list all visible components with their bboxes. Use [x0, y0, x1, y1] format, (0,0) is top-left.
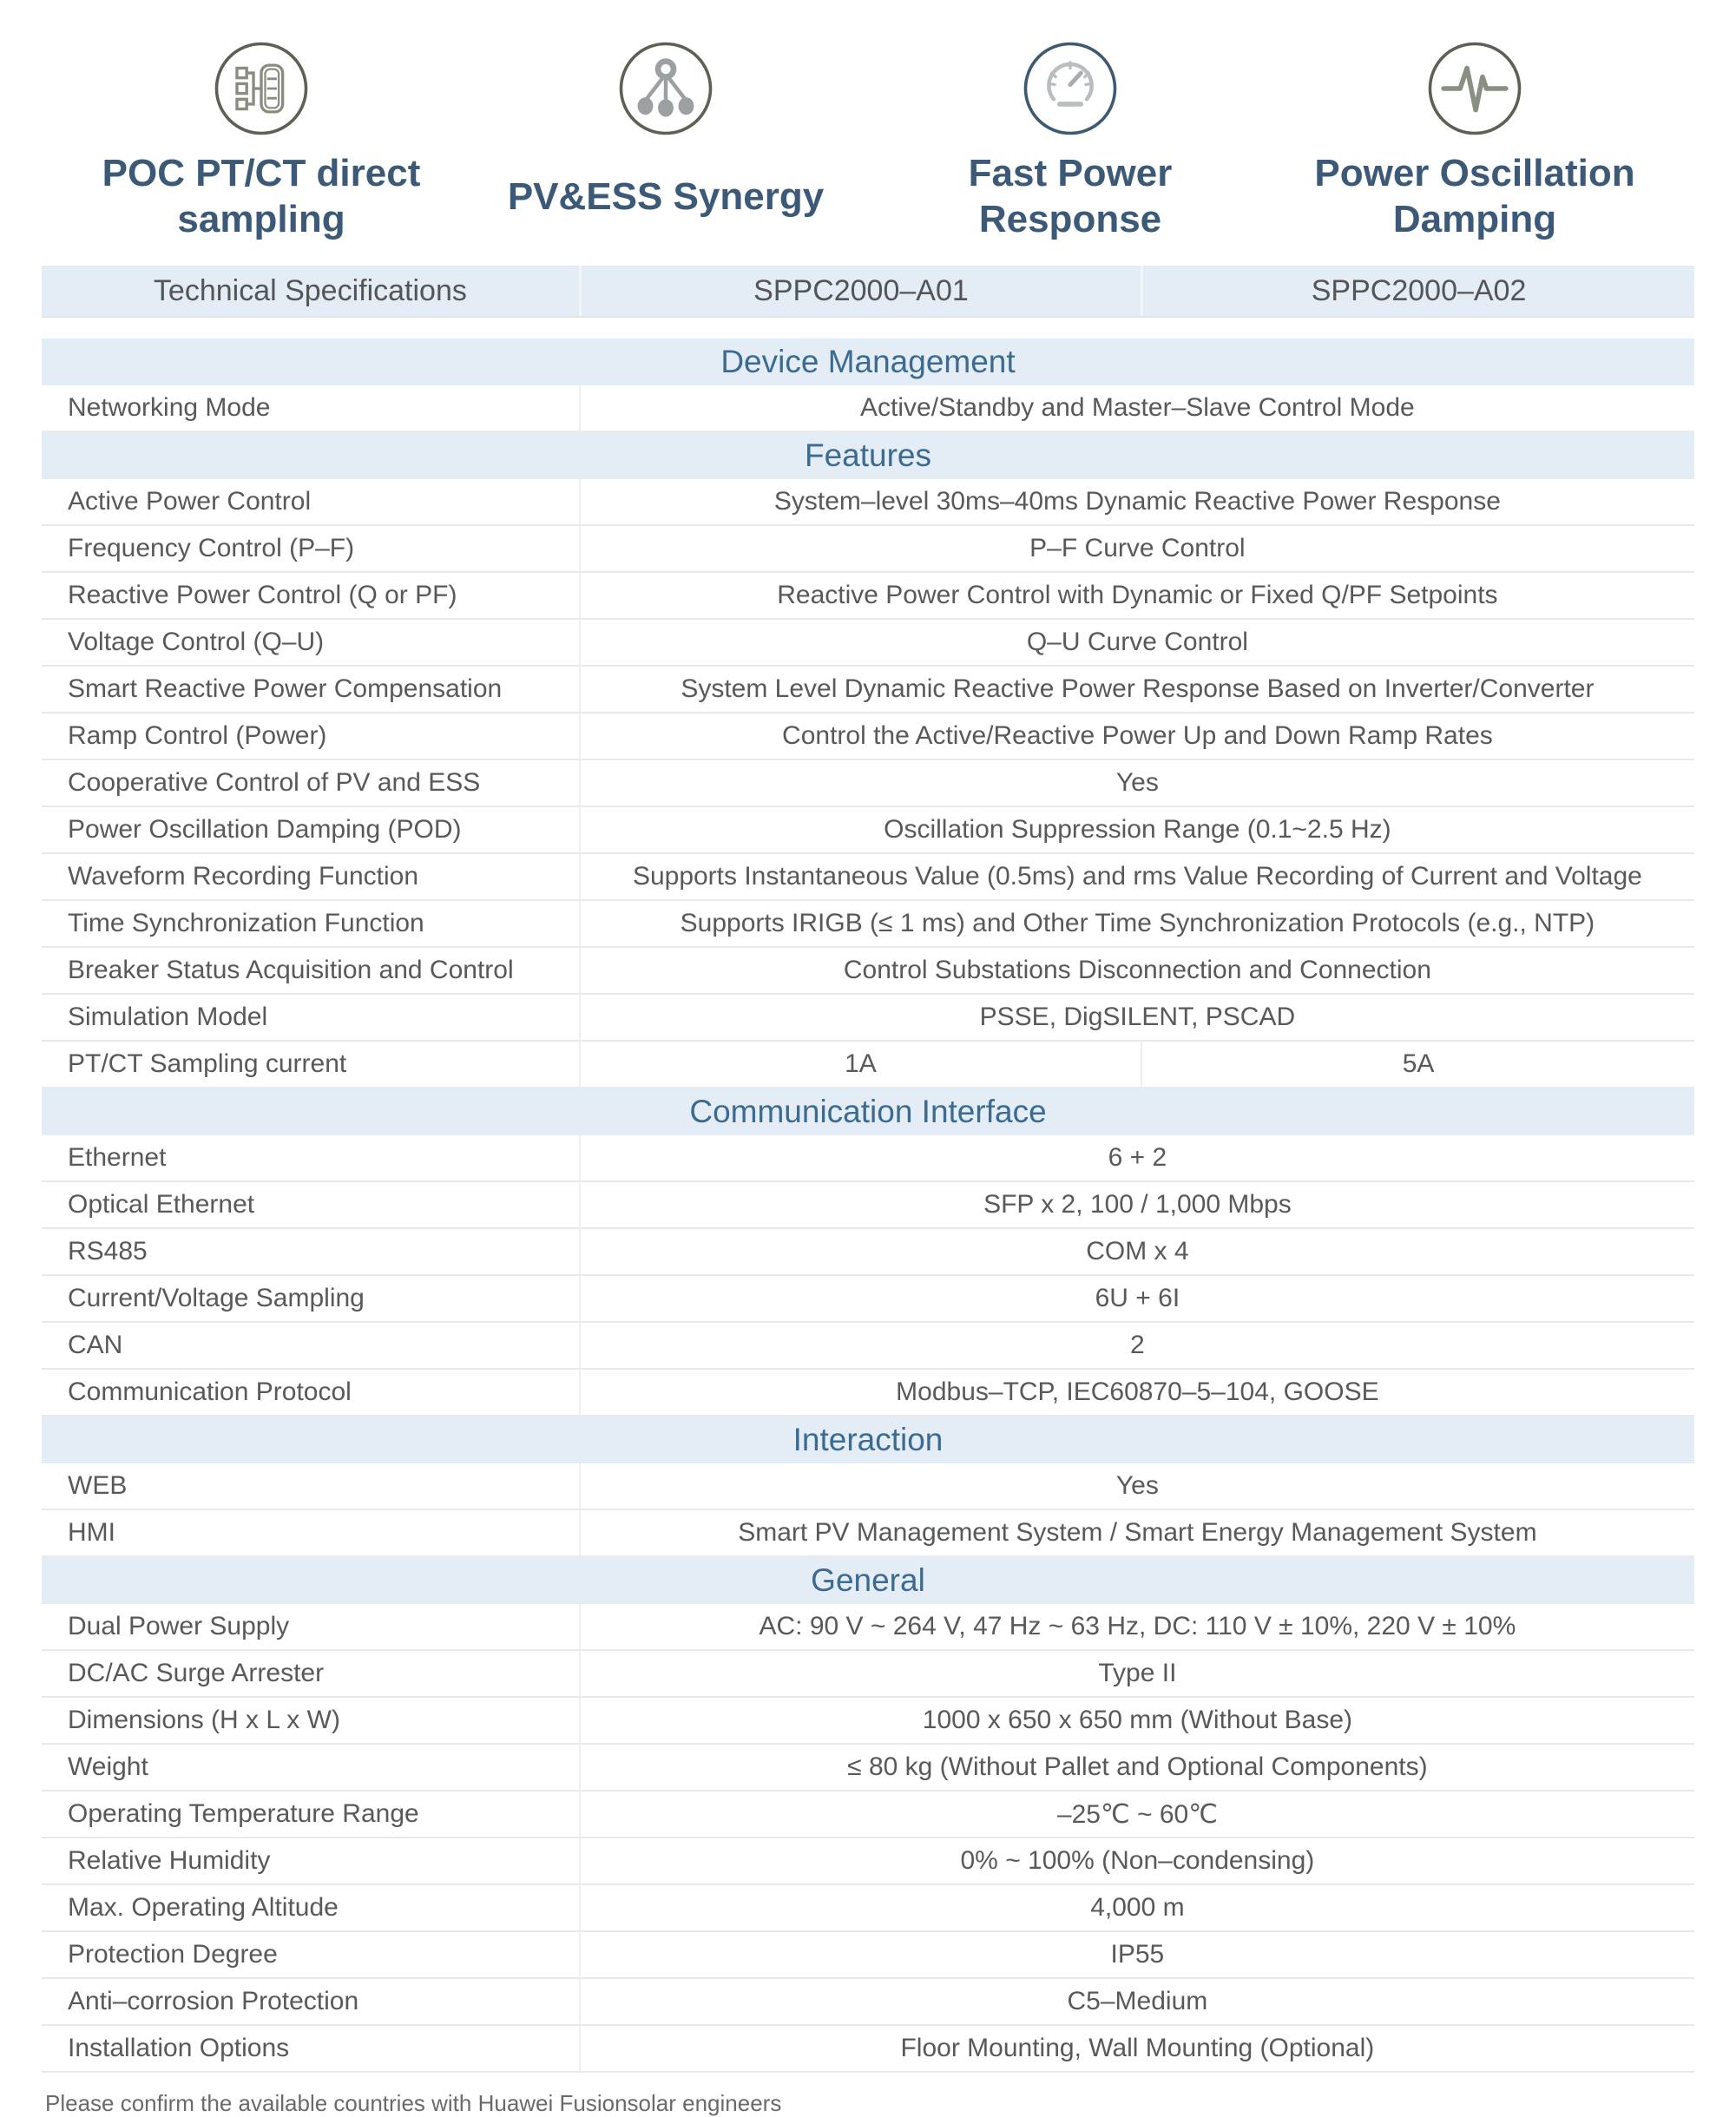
feature-poc-sampling — [59, 40, 464, 250]
spec-label: Ramp Control (Power) — [68, 721, 327, 750]
spec-value: C5–Medium — [579, 1979, 1694, 2024]
spec-label: Current/Voltage Sampling — [68, 1284, 365, 1312]
section-title: General — [811, 1562, 925, 1598]
spec-value: AC: 90 V ~ 264 V, 47 Hz ~ 63 Hz, DC: 110 V ± 10%, 220 V ± 10% — [579, 1604, 1694, 1649]
spec-label: Breaker Status Acquisition and Control — [68, 956, 514, 984]
feature-power-oscillation-damping — [1272, 40, 1677, 250]
waveform-icon — [1426, 40, 1523, 137]
table-row — [42, 901, 1694, 948]
section-header — [42, 1557, 1694, 1604]
spec-label: WEB — [68, 1471, 128, 1500]
section-header — [42, 432, 1694, 479]
spec-value: COM x 4 — [579, 1229, 1694, 1274]
table-row — [42, 1370, 1694, 1417]
spec-value-a02: 5A — [1141, 1042, 1694, 1087]
spec-value: Active/Standby and Master–Slave Control Mode — [579, 385, 1694, 431]
spec-value: Oscillation Suppression Range (0.1~2.5 Hz) — [579, 807, 1694, 852]
table-row — [42, 1135, 1694, 1182]
spec-label: Operating Temperature Range — [68, 1799, 419, 1828]
feature-label: POC PT/CT direct sampling — [102, 152, 421, 240]
spec-label: Networking Mode — [68, 393, 271, 422]
spec-value: Control Substations Disconnection and Connection — [579, 948, 1694, 993]
table-row — [42, 479, 1694, 526]
spec-label: Simulation Model — [68, 1003, 268, 1031]
spec-value: PSSE, DigSILENT, PSCAD — [579, 995, 1694, 1040]
table-row — [42, 1932, 1694, 1979]
spec-label: Protection Degree — [68, 1940, 278, 1969]
table-row — [42, 995, 1694, 1042]
spec-value: P–F Curve Control — [579, 526, 1694, 571]
feature-banner — [59, 40, 1677, 250]
table-row — [42, 1510, 1694, 1557]
spec-value: 2 — [579, 1323, 1694, 1368]
feature-label: Power Oscillation Damping — [1314, 152, 1635, 240]
spec-label: Weight — [68, 1752, 148, 1781]
spec-value: 4,000 m — [579, 1885, 1694, 1930]
table-row — [42, 1838, 1694, 1885]
spec-value: IP55 — [579, 1932, 1694, 1977]
spec-label: Optical Ethernet — [68, 1190, 255, 1219]
spec-label: Voltage Control (Q–U) — [68, 628, 325, 656]
spec-value: SFP x 2, 100 / 1,000 Mbps — [579, 1182, 1694, 1227]
table-row — [42, 526, 1694, 573]
spec-value: Control the Active/Reactive Power Up and Down Ramp Rates — [579, 713, 1694, 759]
table-row — [42, 1979, 1694, 2026]
spec-label: Installation Options — [68, 2034, 290, 2062]
table-row — [42, 573, 1694, 620]
footer-note: Please confirm the available countries with Huawei Fusionsolar engineers — [45, 2090, 782, 2116]
spec-label: Active Power Control — [68, 487, 312, 516]
section-title: Features — [804, 437, 931, 473]
table-row — [42, 667, 1694, 713]
spec-value: Supports Instantaneous Value (0.5ms) and rms Value Recording of Current and Voltage — [579, 854, 1694, 899]
spec-label: Communication Protocol — [68, 1377, 352, 1406]
spec-label: Dual Power Supply — [68, 1612, 290, 1640]
spec-label: DC/AC Surge Arrester — [68, 1659, 325, 1687]
table-row — [42, 854, 1694, 901]
table-row — [42, 1323, 1694, 1370]
spec-value: Q–U Curve Control — [579, 620, 1694, 665]
spec-label: Anti–corrosion Protection — [68, 1987, 359, 2015]
table-row — [42, 807, 1694, 854]
table-row — [42, 1698, 1694, 1745]
spec-value: 0% ~ 100% (Non–condensing) — [579, 1838, 1694, 1884]
spec-value: 6U + 6I — [579, 1276, 1694, 1321]
feature-pv-ess-synergy — [464, 40, 868, 250]
spec-value: Reactive Power Control with Dynamic or Fixed Q/PF Setpoints — [579, 573, 1694, 618]
table-row — [42, 760, 1694, 807]
table-row — [42, 1182, 1694, 1229]
spec-label: Dimensions (H x L x W) — [68, 1706, 340, 1734]
spec-label: Waveform Recording Function — [68, 862, 419, 891]
spec-value: Modbus–TCP, IEC60870–5–104, GOOSE — [579, 1370, 1694, 1415]
spec-value: 6 + 2 — [579, 1135, 1694, 1180]
section-header — [42, 1088, 1694, 1135]
table-row — [42, 1792, 1694, 1838]
spec-value: Type II — [579, 1651, 1694, 1696]
spec-label: CAN — [68, 1331, 123, 1359]
spec-value: Yes — [579, 1463, 1694, 1509]
header-technical-specifications: Technical Specifications — [153, 273, 467, 307]
spec-label: Power Oscillation Damping (POD) — [68, 815, 462, 844]
spec-value-a01: 1A — [579, 1042, 1141, 1087]
table-row — [42, 385, 1694, 432]
spec-label: Ethernet — [68, 1143, 167, 1172]
section-header — [42, 339, 1694, 385]
spec-table-header — [42, 266, 1694, 318]
spec-label: Smart Reactive Power Compensation — [68, 674, 503, 703]
spec-value: Yes — [579, 760, 1694, 805]
table-row-split — [42, 1042, 1694, 1088]
spec-table-body — [42, 339, 1694, 2073]
spec-label: Relative Humidity — [68, 1846, 271, 1875]
header-gap — [42, 318, 1694, 339]
table-row — [42, 1604, 1694, 1651]
spec-label: Frequency Control (P–F) — [68, 534, 355, 562]
section-title: Device Management — [720, 344, 1016, 379]
table-row — [42, 620, 1694, 667]
header-model-a02: SPPC2000–A02 — [1141, 266, 1694, 316]
section-title: Communication Interface — [689, 1094, 1047, 1129]
spec-label: Max. Operating Altitude — [68, 1893, 339, 1922]
spec-value: Smart PV Management System / Smart Energy Management System — [579, 1510, 1694, 1555]
spec-value: ≤ 80 kg (Without Pallet and Optional Components) — [579, 1745, 1694, 1790]
spec-label: Reactive Power Control (Q or PF) — [68, 581, 457, 609]
section-header — [42, 1417, 1694, 1463]
io-module-icon — [213, 40, 310, 137]
spec-label: RS485 — [68, 1237, 148, 1266]
speedometer-icon — [1022, 40, 1119, 137]
network-nodes-icon — [617, 40, 714, 137]
table-row — [42, 2026, 1694, 2073]
table-row — [42, 713, 1694, 760]
header-model-a01: SPPC2000–A01 — [579, 266, 1141, 316]
spec-value: –25℃ ~ 60℃ — [579, 1792, 1694, 1837]
feature-label: PV&ESS Synergy — [507, 174, 825, 218]
table-row — [42, 1745, 1694, 1792]
spec-label: Time Synchronization Function — [68, 909, 424, 937]
table-row — [42, 1229, 1694, 1276]
table-row — [42, 948, 1694, 995]
spec-value: Floor Mounting, Wall Mounting (Optional) — [579, 2026, 1694, 2071]
spec-label: Cooperative Control of PV and ESS — [68, 768, 481, 797]
spec-value: Supports IRIGB (≤ 1 ms) and Other Time Synchronization Protocols (e.g., NTP) — [579, 901, 1694, 946]
spec-value: System Level Dynamic Reactive Power Response Based on Inverter/Converter — [579, 667, 1694, 712]
table-row — [42, 1276, 1694, 1323]
feature-fast-power-response — [868, 40, 1272, 250]
feature-label: Fast Power Response — [968, 152, 1173, 240]
spec-label: PT/CT Sampling current — [68, 1049, 347, 1078]
spec-value: 1000 x 650 x 650 mm (Without Base) — [579, 1698, 1694, 1743]
table-row — [42, 1885, 1694, 1932]
section-title: Interaction — [792, 1422, 944, 1457]
spec-value: System–level 30ms–40ms Dynamic Reactive Power Response — [579, 479, 1694, 524]
table-row — [42, 1463, 1694, 1510]
spec-label: HMI — [68, 1518, 115, 1547]
table-row — [42, 1651, 1694, 1698]
